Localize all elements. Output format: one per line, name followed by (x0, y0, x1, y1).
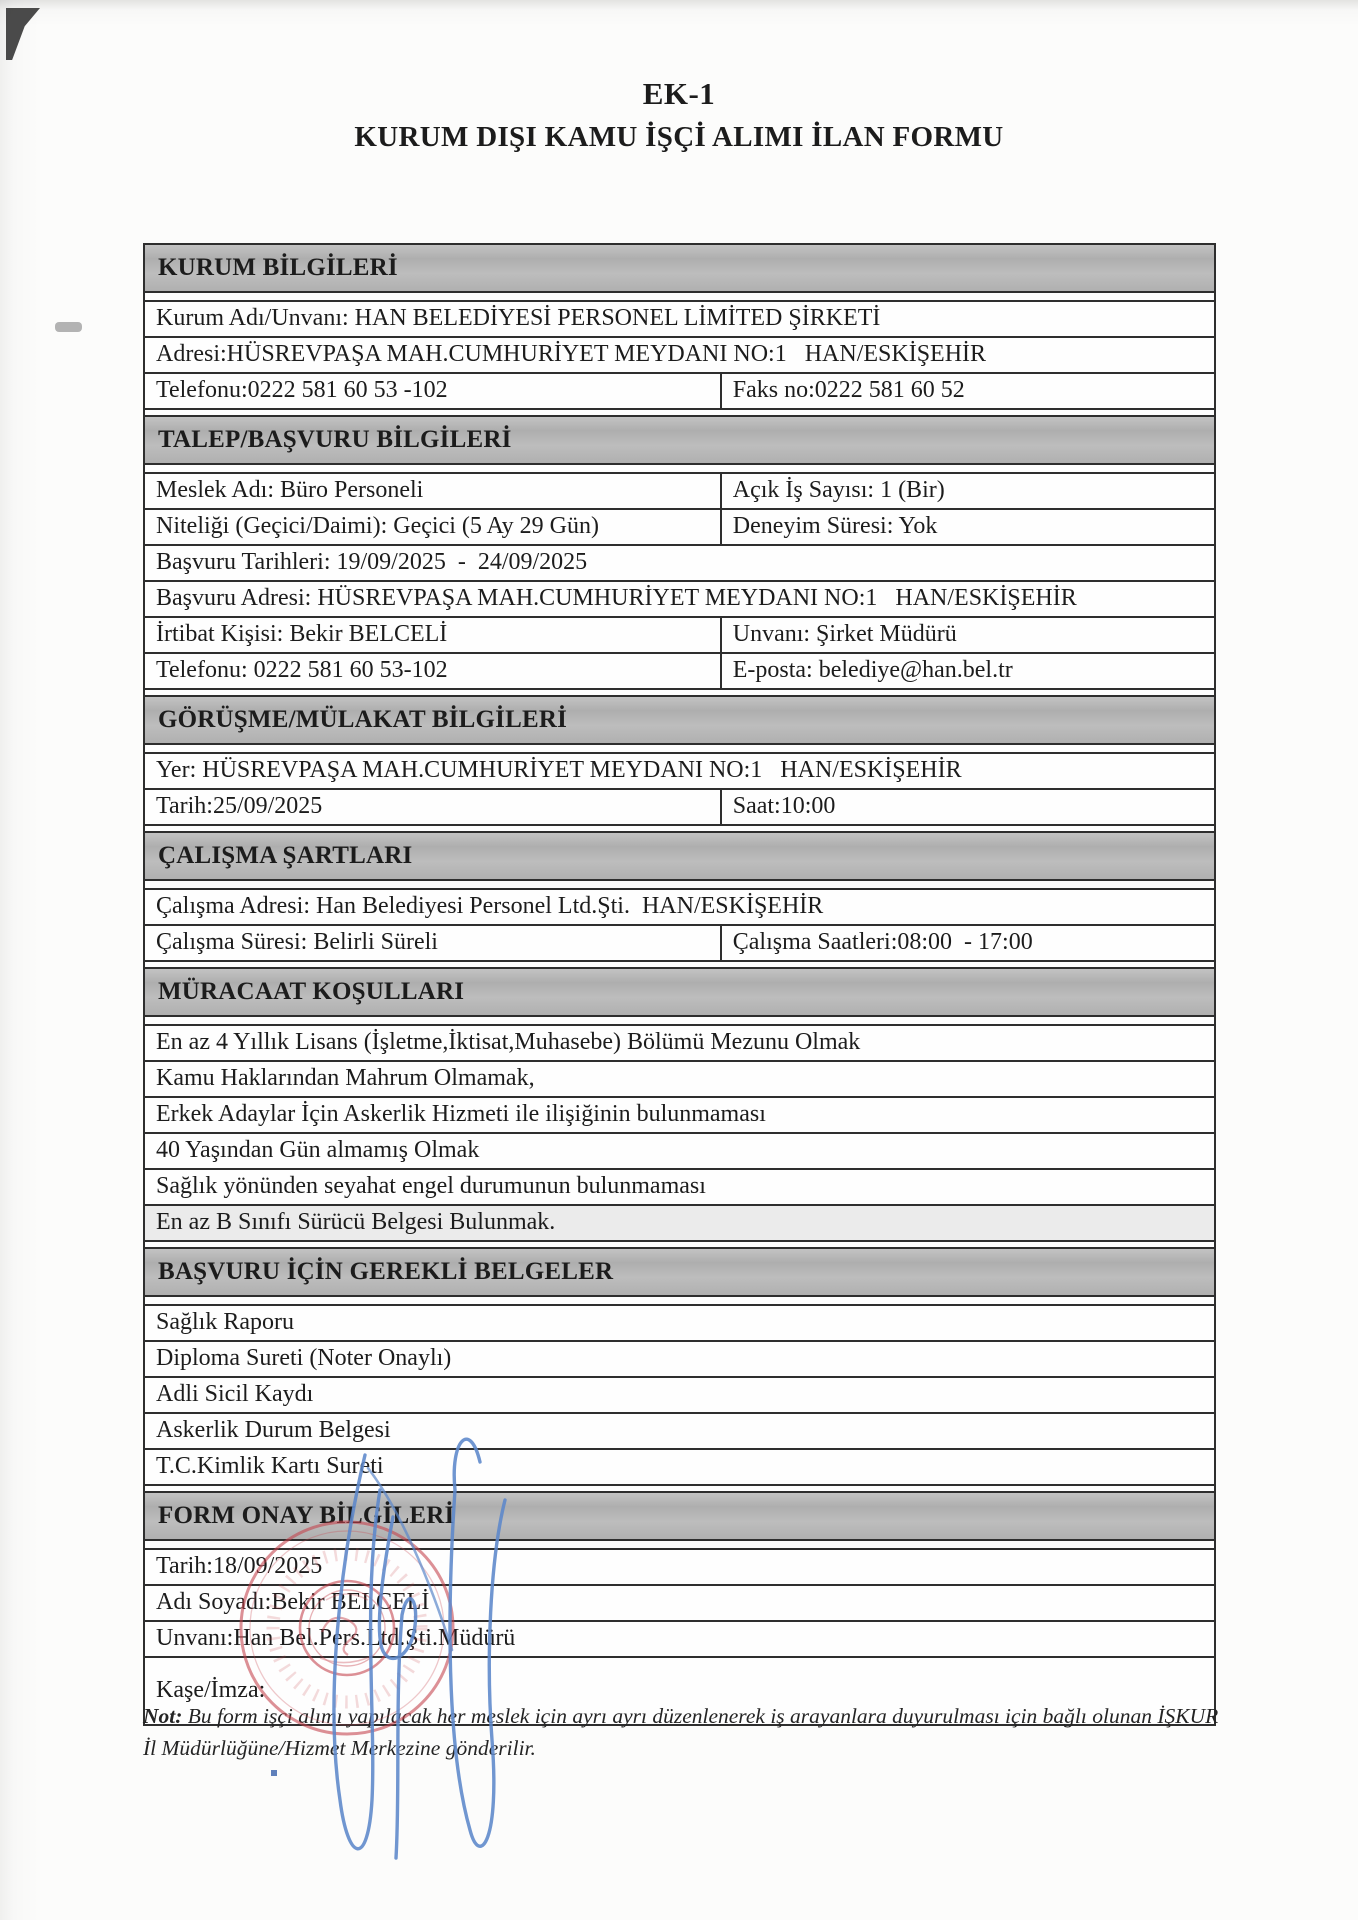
footer-note-prefix: Not: (143, 1704, 183, 1728)
row-text: Diploma Sureti (Noter Onaylı) (156, 1344, 452, 1371)
table-row (145, 474, 1214, 510)
row-text: Askerlik Durum Belgesi (156, 1416, 391, 1443)
section-header-label: TALEP/BAŞVURU BİLGİLERİ (158, 426, 512, 453)
table-row (145, 1586, 1214, 1622)
table-row (145, 1622, 1214, 1658)
table-row (145, 1170, 1214, 1206)
table-row (145, 582, 1214, 618)
title-block (0, 76, 1358, 154)
row-text-left: Niteliği (Geçici/Daimi): Geçici (5 Ay 29 Gün) (145, 510, 722, 544)
row-text: Adresi:HÜSREVPAŞA MAH.CUMHURİYET MEYDANI NO:1 HAN/ESKİŞEHİR (156, 340, 987, 367)
row-text-right: Çalışma Saatleri:08:00 - 17:00 (732, 928, 1033, 955)
section-header-label: MÜRACAAT KOŞULLARI (158, 978, 465, 1005)
table-row (145, 1414, 1214, 1450)
form-table (143, 243, 1216, 1726)
section-gap (145, 465, 1214, 474)
table-row (145, 1378, 1214, 1414)
row-text: T.C.Kimlik Kartı Sureti (156, 1452, 384, 1479)
table-row (145, 1134, 1214, 1170)
row-text-left: Meslek Adı: Büro Personeli (145, 474, 722, 508)
row-text-right: Saat:10:00 (732, 792, 836, 819)
row-text-right: Faks no:0222 581 60 52 (732, 376, 965, 403)
table-row (145, 1342, 1214, 1378)
scan-corner-artifact (6, 8, 40, 60)
row-text: Çalışma Adresi: Han Belediyesi Personel Ltd.Şti. HAN/ESKİŞEHİR (156, 892, 824, 919)
table-row (145, 1550, 1214, 1586)
section-header-label: ÇALIŞMA ŞARTLARI (158, 842, 413, 869)
section-header (145, 695, 1214, 745)
row-text-left: Çalışma Süresi: Belirli Süreli (145, 926, 722, 960)
row-text: Adı Soyadı:Bekir BELCELİ (156, 1588, 430, 1615)
section-header (145, 831, 1214, 881)
row-text: En az 4 Yıllık Lisans (İşletme,İktisat,Muhasebe) Bölümü Mezunu Olmak (156, 1028, 861, 1055)
footer-note (143, 1700, 1225, 1765)
row-text-left: Telefonu: 0222 581 60 53-102 (145, 654, 722, 688)
section-header (145, 1247, 1214, 1297)
row-text: En az B Sınıfı Sürücü Belgesi Bulunmak. (156, 1208, 556, 1235)
table-row (145, 1206, 1214, 1242)
row-text: Yer: HÜSREVPAŞA MAH.CUMHURİYET MEYDANI NO:1 HAN/ESKİŞEHİR (156, 756, 962, 783)
table-row (145, 618, 1214, 654)
row-text-right: Unvanı: Şirket Müdürü (732, 620, 957, 647)
table-row (145, 338, 1214, 374)
table-row (145, 654, 1214, 690)
scan-edge-mark (55, 322, 82, 332)
table-row (145, 926, 1214, 962)
footer-note-text: Bu form işçi alımı yapılacak her meslek için ayrı ayrı düzenlenerek iş arayanlara duyurulması için bağlı olunan İŞKUR İl Müdürlüğüne/Hizmet Merkezine gönderilir. (143, 1704, 1219, 1761)
section-gap (145, 1541, 1214, 1550)
row-text: Sağlık yönünden seyahat engel durumunun bulunmaması (156, 1172, 706, 1199)
row-text: Kamu Haklarından Mahrum Olmamak, (156, 1064, 535, 1091)
row-text-right: Deneyim Süresi: Yok (732, 512, 938, 539)
section-header-label: KURUM BİLGİLERİ (158, 254, 398, 281)
section-header (145, 415, 1214, 465)
table-row (145, 890, 1214, 926)
table-row (145, 754, 1214, 790)
row-text: Başvuru Adresi: HÜSREVPAŞA MAH.CUMHURİYET MEYDANI NO:1 HAN/ESKİŞEHİR (156, 584, 1077, 611)
section-header (145, 245, 1214, 293)
row-text-right: E-posta: belediye@han.bel.tr (732, 656, 1013, 683)
table-row (145, 510, 1214, 546)
section-header-label: GÖRÜŞME/MÜLAKAT BİLGİLERİ (158, 706, 568, 733)
row-text: Erkek Adaylar İçin Askerlik Hizmeti ile ilişiğinin bulunmaması (156, 1100, 766, 1127)
row-text-right: Açık İş Sayısı: 1 (Bir) (732, 476, 945, 503)
row-text-left: Telefonu:0222 581 60 53 -102 (145, 374, 722, 408)
table-row (145, 374, 1214, 410)
row-text: Başvuru Tarihleri: 19/09/2025 - 24/09/2025 (156, 548, 588, 575)
section-header (145, 967, 1214, 1017)
section-gap (145, 1297, 1214, 1306)
table-row (145, 1026, 1214, 1062)
table-row (145, 790, 1214, 826)
form-code: EK-1 (642, 76, 716, 111)
section-gap (145, 1017, 1214, 1026)
section-header-label: BAŞVURU İÇİN GEREKLİ BELGELER (158, 1258, 614, 1285)
section-gap (145, 745, 1214, 754)
section-header-label: FORM ONAY BİLGİLERİ (158, 1502, 455, 1529)
row-text: 40 Yaşından Gün almamış Olmak (156, 1136, 480, 1163)
row-text: Kurum Adı/Unvanı: HAN BELEDİYESİ PERSONEL LİMİTED ŞİRKETİ (156, 304, 881, 331)
row-text: Tarih:18/09/2025 (156, 1552, 323, 1579)
section-gap (145, 293, 1214, 302)
row-text: Adli Sicil Kaydı (156, 1380, 314, 1407)
row-text-left: Tarih:25/09/2025 (145, 790, 722, 824)
row-text: Sağlık Raporu (156, 1308, 294, 1335)
table-row (145, 1062, 1214, 1098)
section-gap (145, 881, 1214, 890)
row-text-left: İrtibat Kişisi: Bekir BELCELİ (145, 618, 722, 652)
page-title: KURUM DIŞI KAMU İŞÇİ ALIMI İLAN FORMU (354, 121, 1004, 153)
section-header (145, 1491, 1214, 1541)
table-row (145, 1306, 1214, 1342)
table-row (145, 1450, 1214, 1486)
table-row (145, 1098, 1214, 1134)
row-text: Unvanı:Han Bel.Pers.Ltd.Şti.Müdürü (156, 1624, 516, 1651)
table-row (145, 302, 1214, 338)
row-text: Kaşe/İmza: (156, 1676, 266, 1703)
table-row (145, 546, 1214, 582)
